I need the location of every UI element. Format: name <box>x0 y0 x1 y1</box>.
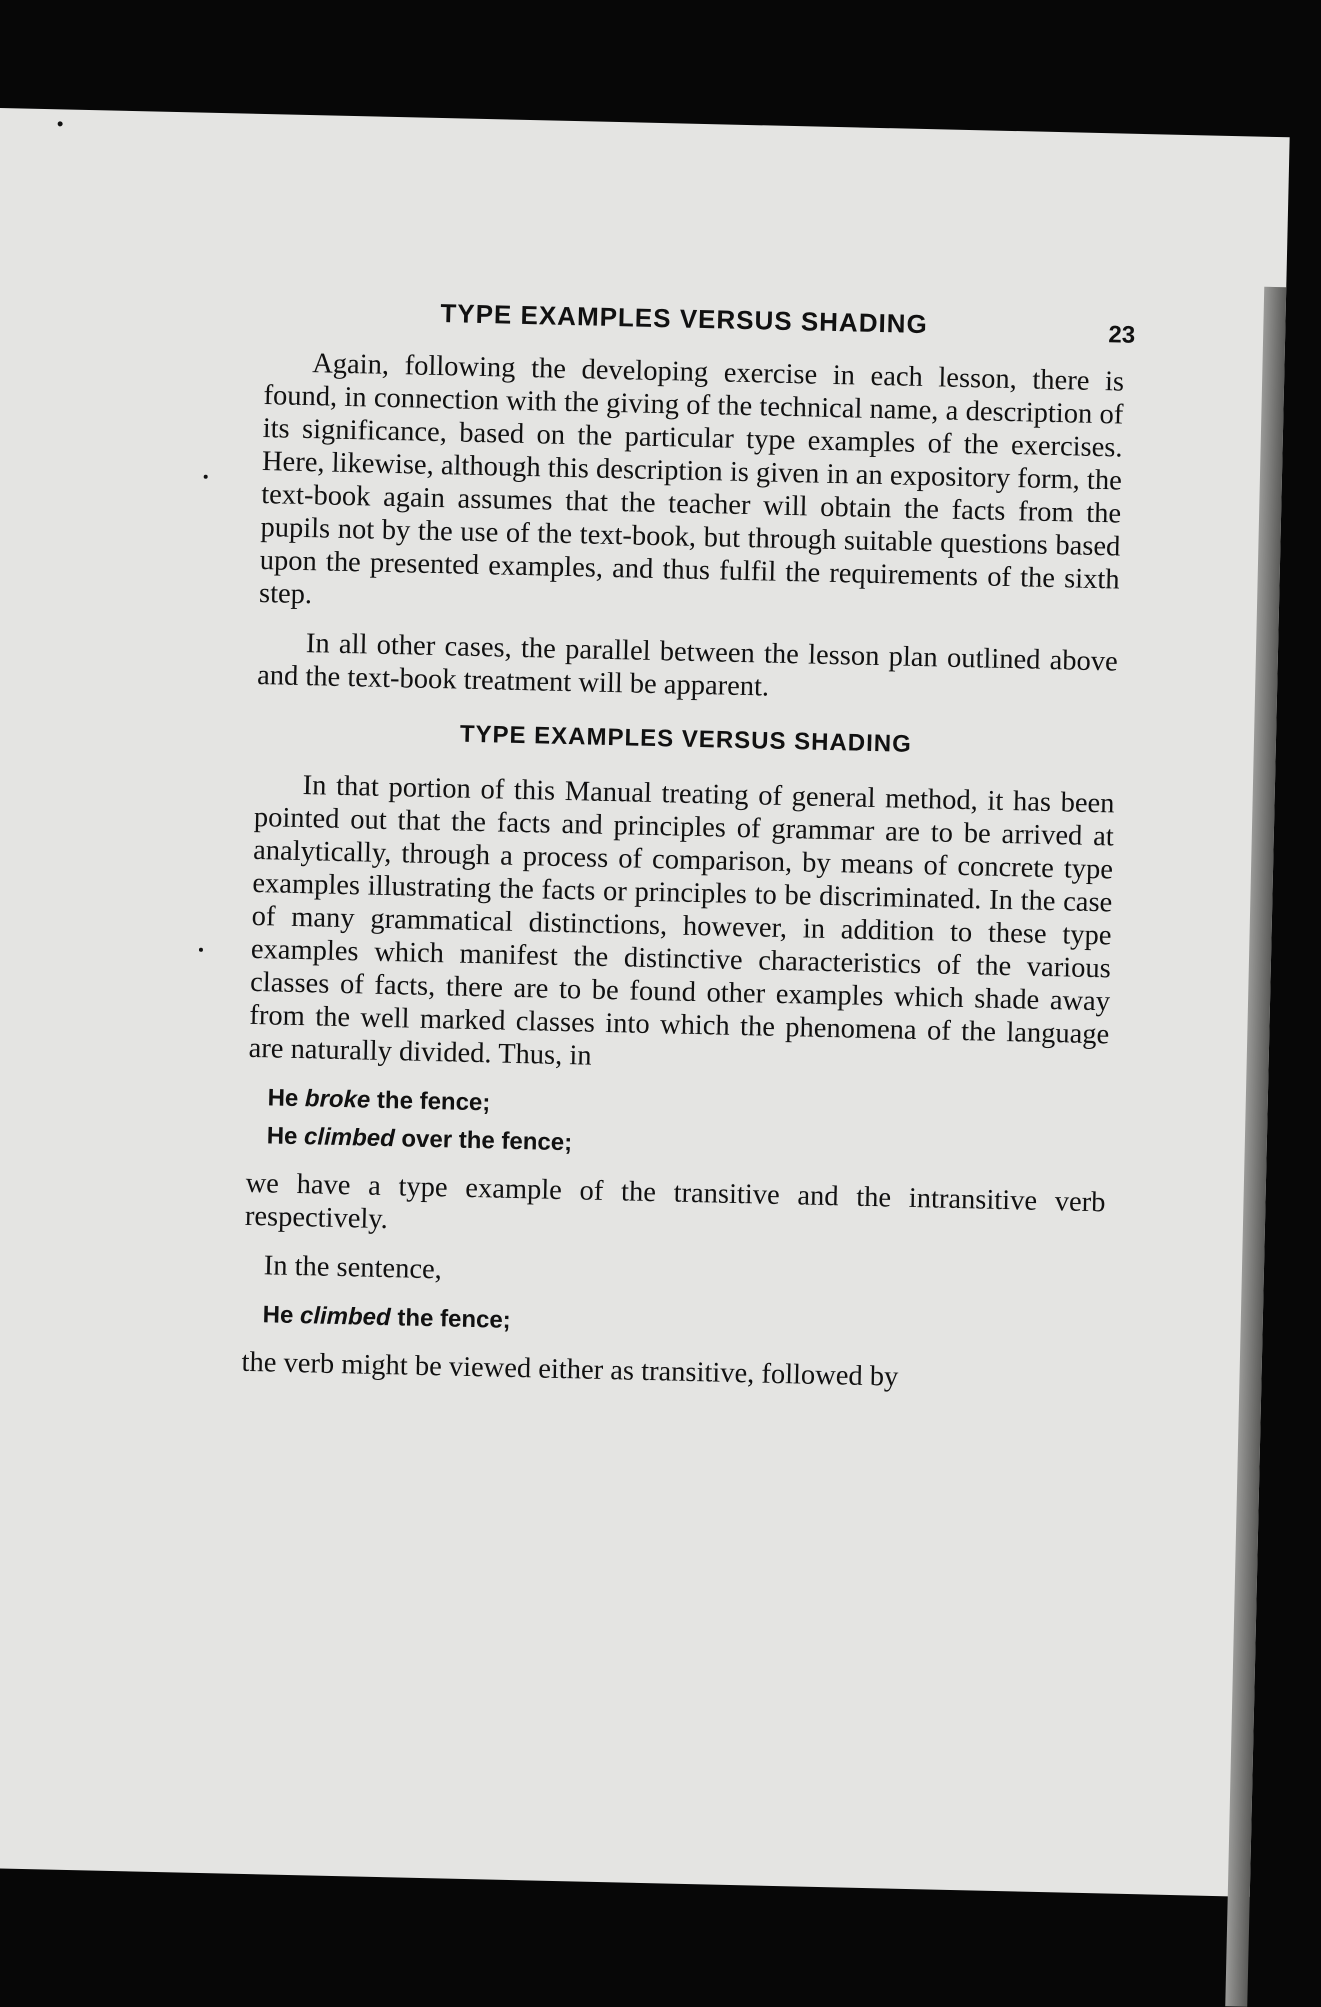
page-speck <box>199 948 203 952</box>
paragraph-5: In the sentence, <box>263 1250 443 1286</box>
paragraph-6: the verb might be viewed either as transitive, followed by <box>241 1346 899 1393</box>
book-page <box>0 108 1290 1897</box>
page-number: 23 <box>1108 321 1136 349</box>
paragraph-4: we have a type example of the transitive and the intransitive verb respectively. <box>244 1167 1106 1236</box>
page-speck <box>58 121 63 126</box>
running-head-title: TYPE EXAMPLES VERSUS SHADING <box>440 298 929 340</box>
example-verb-3: climbed <box>299 1302 392 1332</box>
example-sentence-2: He climbed over the fence; <box>266 1122 573 1157</box>
paragraph-1: Again, following the developing exercise in each lesson, there is found, in connection with the giving of the technical name, a description of its significance, based on the particular type examples of the exercises. Here, likewise, although this description is given in an expository form, the text-book again assumes that the teacher will obtain the facts from the pupils not by the use of the text-book, but through suitable questions based upon the presented examples, and thus fulfil the requirements of the sixth step. <box>258 348 1125 611</box>
section-heading: TYPE EXAMPLES VERSUS SHADING <box>459 720 913 758</box>
example-verb-1: broke <box>304 1085 371 1114</box>
example-verb-2: climbed <box>303 1123 396 1153</box>
paragraph-3: In that portion of this Manual treating of general method, it has been pointed out that the facts and principles of grammar are to be arrived at analytically, through a process of comparison, by means of concrete type examples illustrating the facts or principles to be discriminated. In the case of many grammatical distinctions, however, in addition to these type examples which manifest the distinctive characteristics of the various classes of facts, there are to be found other examples which shade away from the well marked classes into which the phenomena of the language are naturally divided. Thus, in <box>248 770 1115 1072</box>
paragraph-2: In all other cases, the parallel between the lesson plan outlined above and the text-book treatment will be apparent. <box>256 628 1119 703</box>
example-group-2 <box>242 1298 1103 1352</box>
example-sentence-3: He climbed the fence; <box>262 1301 512 1334</box>
page-content <box>241 294 1136 1414</box>
page-speck <box>204 475 208 479</box>
example-sentence-1: He broke the fence; <box>267 1084 491 1117</box>
page-edge <box>1225 287 1286 2007</box>
example-group-1 <box>246 1081 1107 1172</box>
